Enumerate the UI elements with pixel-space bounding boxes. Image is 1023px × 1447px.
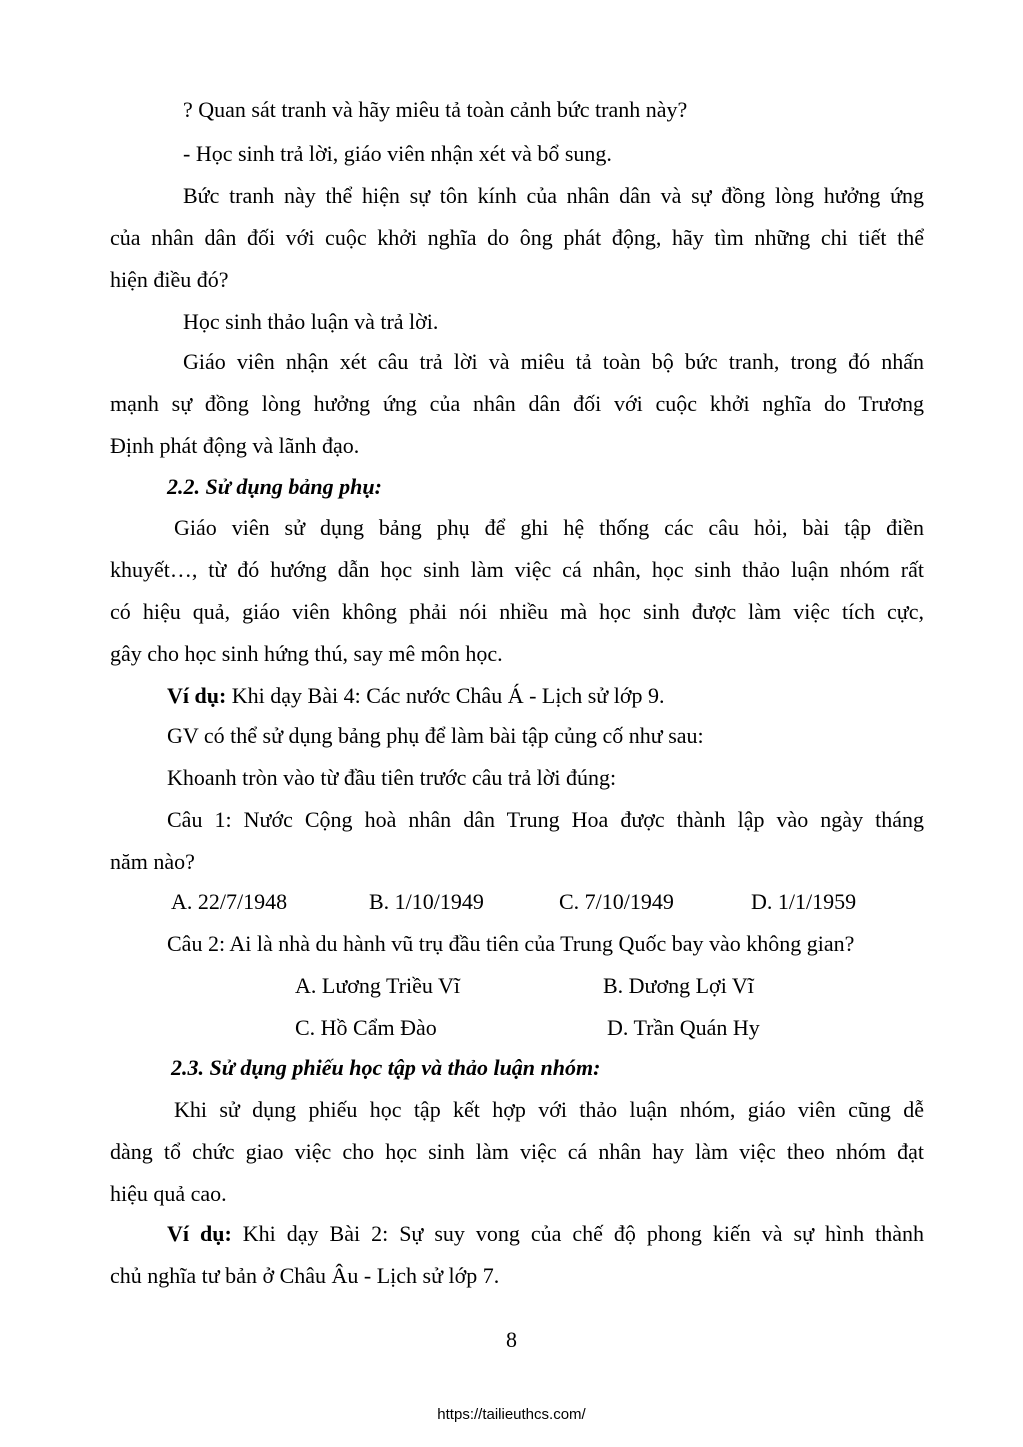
text-line: - Học sinh trả lời, giáo viên nhận xét và bổ sung.: [183, 141, 612, 166]
answer-option: C. 7/10/1949: [559, 889, 674, 914]
text-line: có hiệu quả, giáo viên không phải nói nhiều mà học sinh được làm việc tích cực,: [110, 599, 924, 624]
text-line: dàng tổ chức giao việc cho học sinh làm việc cá nhân hay làm việc theo nhóm đạt: [110, 1139, 924, 1164]
example-label: Ví dụ:: [167, 683, 227, 708]
footer-url[interactable]: https://tailieuthcs.com/: [437, 1406, 586, 1423]
text-line: hiệu quả cao.: [110, 1181, 227, 1206]
text-line: Giáo viên sử dụng bảng phụ để ghi hệ thống các câu hỏi, bài tập điền: [174, 515, 924, 540]
text-line: ? Quan sát tranh và hãy miêu tả toàn cảnh bức tranh này?: [183, 97, 688, 122]
question-2: Câu 2: Ai là nhà du hành vũ trụ đầu tiên của Trung Quốc bay vào không gian?: [167, 931, 855, 956]
text-line: Giáo viên nhận xét câu trả lời và miêu tả toàn bộ bức tranh, trong đó nhấn: [183, 349, 924, 374]
example-label: Ví dụ:: [167, 1221, 232, 1246]
text-line: gây cho học sinh hứng thú, say mê môn học.: [110, 641, 503, 666]
question-1: Câu 1: Nước Cộng hoà nhân dân Trung Hoa được thành lập vào ngày tháng: [167, 807, 924, 832]
page-number: 8: [506, 1327, 517, 1352]
example-text: Khi dạy Bài 2: Sự suy vong của chế độ phong kiến và sự hình thành: [231, 1221, 925, 1246]
answer-option: B. Dương Lợi Vĩ: [603, 973, 754, 998]
text-line: Định phát động và lãnh đạo.: [110, 433, 360, 458]
section-heading-2-3: 2.3. Sử dụng phiếu học tập và thảo luận nhóm:: [171, 1055, 601, 1080]
text-line: của nhân dân đối với cuộc khởi nghĩa do ông phát động, hãy tìm những chi tiết thể: [110, 225, 924, 250]
text-line: Học sinh thảo luận và trả lời.: [183, 309, 439, 334]
section-heading-2-2: 2.2. Sử dụng bảng phụ:: [167, 474, 382, 499]
text-line: khuyết…, từ đó hướng dẫn học sinh làm việc cá nhân, học sinh thảo luận nhóm rất: [110, 557, 924, 582]
text-line: mạnh sự đồng lòng hưởng ứng của nhân dân đối với cuộc khởi nghĩa do Trương: [110, 391, 924, 416]
text-line: hiện điều đó?: [110, 267, 229, 292]
text-line: Bức tranh này thể hiện sự tôn kính của nhân dân và sự đồng lòng hưởng ứng: [183, 183, 924, 208]
answer-option: A. Lương Triều Vĩ: [295, 973, 460, 998]
answer-option: D. Trần Quán Hy: [607, 1015, 760, 1040]
answer-option: B. 1/10/1949: [369, 889, 484, 914]
text-line: Khi sử dụng phiếu học tập kết hợp với thảo luận nhóm, giáo viên cũng dễ: [174, 1097, 924, 1122]
text-line: GV có thể sử dụng bảng phụ để làm bài tập củng cố như sau:: [167, 723, 704, 748]
example-text: Khi dạy Bài 4: Các nước Châu Á - Lịch sử lớp 9.: [226, 683, 665, 708]
example-line: [167, 1221, 924, 1247]
text-line: năm nào?: [110, 849, 195, 874]
text-line: Khoanh tròn vào từ đầu tiên trước câu trả lời đúng:: [167, 765, 617, 790]
answer-option: D. 1/1/1959: [751, 889, 857, 914]
answer-option: A. 22/7/1948: [171, 889, 288, 914]
text-line: chủ nghĩa tư bản ở Châu Âu - Lịch sử lớp 7.: [110, 1263, 500, 1288]
example-line: [167, 683, 664, 709]
answer-option: C. Hồ Cẩm Đào: [295, 1015, 437, 1040]
